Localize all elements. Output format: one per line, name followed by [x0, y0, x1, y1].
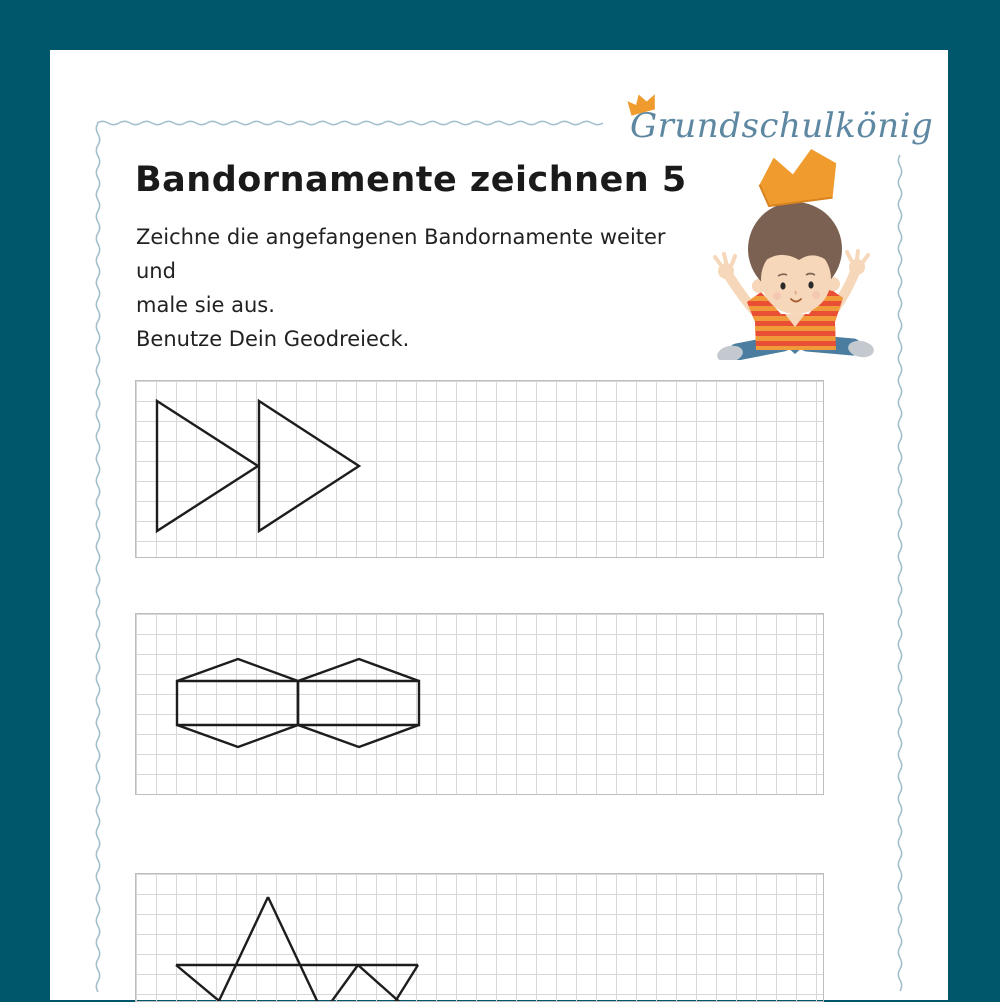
instructions [136, 220, 666, 356]
pattern-shapes [136, 614, 823, 794]
boy-illustration [703, 146, 878, 360]
page-title: Bandornamente zeichnen 5 [135, 160, 687, 200]
instruction-line: Benutze Dein Geodreieck. [136, 327, 410, 351]
pattern-grid-2 [135, 613, 824, 795]
instruction-line: Zeichne die angefangenen Bandornamente weiter und [136, 225, 666, 283]
pattern-grid-3 [135, 873, 824, 1002]
pattern-shapes [136, 874, 823, 1001]
pattern-grid-1 [135, 380, 824, 558]
instruction-line: male sie aus. [136, 293, 275, 317]
logo [620, 92, 934, 152]
pattern-shapes [136, 381, 823, 557]
logo-text: Grundschulkönig [630, 106, 934, 146]
